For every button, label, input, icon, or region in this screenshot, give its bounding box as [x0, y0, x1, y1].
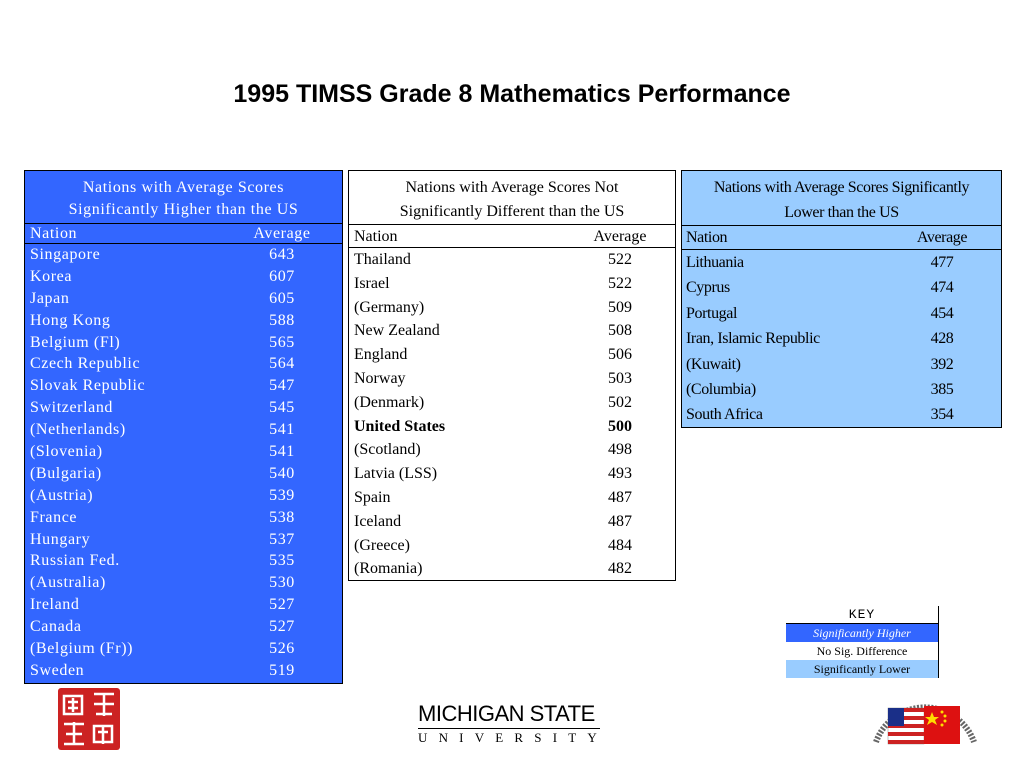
col-average: Average [253, 225, 311, 242]
nation-cell: Iran, Islamic Republic [686, 330, 820, 348]
table-row [349, 557, 675, 581]
average-cell: 522 [608, 251, 632, 268]
table-row [349, 391, 675, 415]
seal-logo [56, 686, 122, 752]
average-cell: 509 [608, 298, 632, 316]
average-cell: 508 [608, 322, 632, 340]
nation-cell: Czech Republic [30, 355, 141, 373]
table-row [349, 319, 675, 343]
nation-cell: (Romania) [354, 560, 423, 578]
table-row [25, 288, 342, 310]
average-cell: 564 [269, 355, 295, 373]
average-cell: 487 [608, 488, 632, 506]
higher-column-header [25, 224, 342, 244]
table-row [349, 367, 675, 391]
seal-icon [56, 686, 122, 752]
table-row [25, 507, 342, 529]
table-row [349, 438, 675, 462]
table-row [25, 616, 342, 638]
nation-cell: Hungary [30, 530, 91, 548]
key-title: KEY [786, 606, 938, 624]
higher-table-header [25, 171, 342, 224]
table-row [349, 510, 675, 534]
average-cell: 522 [608, 274, 632, 292]
average-cell: 545 [269, 399, 295, 417]
flags-emblem-icon [870, 684, 980, 762]
table-row [25, 397, 342, 419]
same-header-line-2: Significantly Different than the US [399, 202, 625, 220]
lower-column-header [682, 226, 1001, 250]
nation-cell: Norway [354, 369, 406, 387]
msu-logo-line-2: UNIVERSITY [418, 730, 608, 745]
nation-cell: (Scotland) [354, 441, 421, 459]
center-logo [870, 684, 980, 762]
average-cell: 541 [269, 443, 295, 461]
table-row [25, 485, 342, 507]
average-cell: 474 [930, 279, 954, 297]
table-row [25, 638, 342, 660]
china-flag-icon [924, 706, 960, 744]
average-cell: 519 [269, 661, 295, 679]
average-cell: 527 [269, 596, 295, 614]
legend-key [786, 606, 939, 678]
average-cell: 526 [269, 640, 295, 658]
average-cell: 527 [269, 618, 295, 636]
lower-rows [682, 250, 1001, 428]
nation-cell: (Belgium (Fr)) [30, 640, 134, 658]
nation-cell: Japan [30, 289, 70, 307]
table-row [25, 332, 342, 354]
table-row [25, 463, 342, 485]
table-row [25, 244, 342, 266]
nation-cell: Lithuania [686, 254, 744, 271]
table-row [25, 310, 342, 332]
col-nation: Nation [686, 229, 728, 246]
average-cell: 540 [269, 464, 295, 482]
average-cell: 428 [930, 330, 954, 348]
col-average: Average [593, 228, 647, 245]
nation-cell: South Africa [686, 406, 763, 424]
nation-cell: Cyprus [686, 279, 730, 297]
average-cell: 547 [269, 377, 295, 395]
same-header-line-1: Nations with Average Scores Not [405, 179, 619, 196]
table-row [25, 266, 342, 288]
lower-header-line-1: Nations with Average Scores Significantly [713, 179, 970, 196]
nation-cell: (Austria) [30, 486, 94, 504]
table-row [349, 296, 675, 320]
average-cell: 454 [930, 304, 954, 322]
average-cell: 477 [930, 254, 954, 271]
nation-cell: (Greece) [354, 536, 410, 554]
nation-cell: Iceland [354, 512, 402, 530]
nation-cell: Sweden [30, 661, 85, 679]
average-cell: 538 [269, 508, 295, 526]
higher-header-line-2: Significantly Higher than the US [68, 201, 299, 218]
nation-cell: New Zealand [354, 322, 440, 340]
table-row [682, 352, 1001, 377]
table-row [682, 301, 1001, 326]
higher-header-line-1: Nations with Average Scores [82, 179, 285, 196]
key-same: No Sig. Difference [786, 642, 938, 660]
table-row [25, 594, 342, 616]
average-cell: 487 [608, 512, 632, 530]
table-row [682, 326, 1001, 351]
nation-cell: England [354, 346, 408, 364]
table-row [349, 462, 675, 486]
table-row [349, 248, 675, 272]
nation-cell: Slovak Republic [30, 377, 146, 395]
table-row [25, 572, 342, 594]
table-row [25, 419, 342, 441]
nation-cell: Belgium (Fl) [30, 333, 121, 351]
average-cell: 392 [930, 355, 954, 373]
lower-table [681, 170, 1002, 428]
col-nation: Nation [30, 225, 78, 242]
nation-cell: Canada [30, 618, 82, 636]
nation-cell: Latvia (LSS) [354, 465, 438, 483]
same-table [348, 170, 676, 581]
average-cell: 643 [269, 246, 295, 263]
msu-logo-line-1: MICHIGAN STATE [418, 702, 600, 729]
nation-cell: France [30, 508, 78, 526]
average-cell: 539 [269, 486, 295, 504]
average-cell: 354 [930, 406, 954, 424]
table-row [25, 529, 342, 551]
table-row [25, 550, 342, 572]
average-cell: 482 [608, 560, 632, 578]
average-cell: 493 [608, 465, 632, 483]
nation-cell: (Denmark) [354, 393, 425, 411]
average-cell: 588 [269, 311, 295, 329]
nation-cell: (Bulgaria) [30, 464, 102, 482]
nation-cell: (Netherlands) [30, 421, 126, 439]
nation-cell: Portugal [686, 304, 738, 322]
msu-logo [418, 701, 608, 746]
average-cell: 605 [269, 289, 295, 307]
table-row [349, 272, 675, 296]
nation-cell: Switzerland [30, 399, 114, 417]
nation-cell: (Columbia) [686, 380, 756, 398]
average-cell: 535 [269, 552, 295, 570]
col-nation: Nation [354, 228, 398, 245]
col-average: Average [916, 229, 968, 246]
nation-cell: Korea [30, 267, 73, 285]
nation-cell: Israel [354, 274, 390, 292]
nation-cell: (Slovenia) [30, 443, 103, 461]
average-cell: 385 [930, 380, 954, 398]
table-row [349, 343, 675, 367]
table-row [25, 441, 342, 463]
key-higher: Significantly Higher [786, 624, 938, 642]
nation-cell: Spain [354, 488, 391, 506]
same-column-header [349, 225, 675, 248]
nation-cell: Hong Kong [30, 311, 111, 329]
average-cell: 537 [269, 530, 295, 548]
average-cell: 503 [608, 369, 632, 387]
average-cell: 484 [608, 536, 632, 554]
nation-cell: (Kuwait) [686, 355, 741, 373]
average-cell: 530 [269, 574, 295, 592]
table-row [349, 415, 675, 439]
average-cell: 502 [608, 393, 632, 411]
table-row [349, 534, 675, 558]
lower-header-line-2: Lower than the US [784, 204, 899, 221]
table-row [349, 486, 675, 510]
average-cell: 506 [608, 346, 632, 364]
average-cell: 500 [608, 417, 632, 435]
higher-table [24, 170, 343, 684]
table-row [682, 250, 1001, 275]
page-title: 1995 TIMSS Grade 8 Mathematics Performance [233, 80, 791, 108]
lower-table-header [682, 171, 1001, 226]
nation-cell: Russian Fed. [30, 552, 120, 570]
key-lower: Significantly Lower [786, 660, 938, 678]
table-row [682, 275, 1001, 300]
table-row [25, 660, 342, 682]
nation-cell: Ireland [30, 596, 80, 614]
nation-cell: United States [354, 417, 446, 435]
nation-cell: (Germany) [354, 298, 425, 316]
higher-rows [25, 244, 342, 682]
same-rows [349, 248, 675, 581]
same-table-header [349, 171, 675, 225]
table-row [25, 353, 342, 375]
average-cell: 498 [608, 441, 632, 459]
average-cell: 607 [269, 267, 295, 285]
nation-cell: Singapore [30, 246, 101, 263]
us-flag-icon [888, 708, 924, 744]
average-cell: 541 [269, 421, 295, 439]
nation-cell: Thailand [354, 251, 411, 268]
table-row [682, 377, 1001, 402]
table-row [682, 402, 1001, 427]
nation-cell: (Australia) [30, 574, 106, 592]
table-row [25, 375, 342, 397]
average-cell: 565 [269, 333, 295, 351]
